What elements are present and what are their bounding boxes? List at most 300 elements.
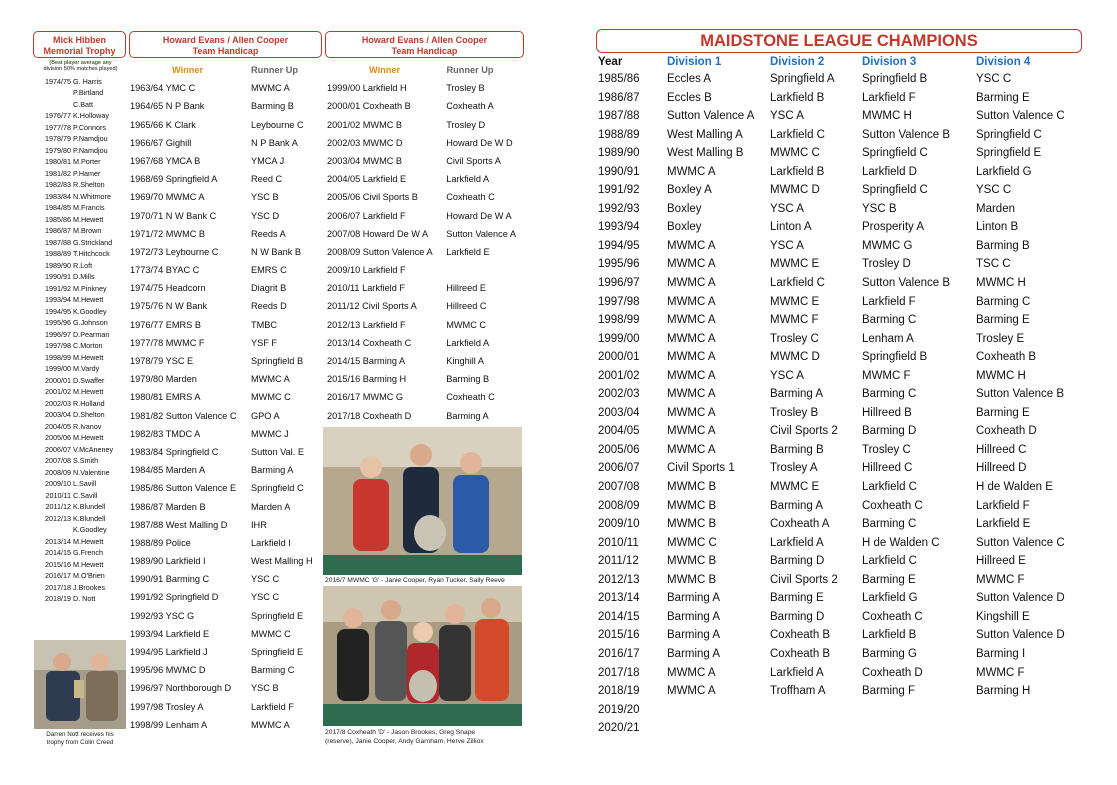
champions-row (598, 608, 1086, 627)
hibben-row (33, 340, 128, 352)
season: 1989/90 (45, 260, 71, 270)
runner-up-cell: MWMC A (251, 374, 290, 385)
handicap-row (130, 698, 322, 716)
hibben-list (33, 60, 128, 605)
season: 1996/97 (45, 329, 71, 339)
winner-cell: 1983/84 Springfield C (130, 446, 219, 457)
season: 2015/16 (45, 559, 71, 569)
handicap1-title-line1: Howard Evans / Allen Cooper (162, 35, 289, 45)
runner-up-cell: Larkfield A (446, 337, 490, 348)
season: 1977/78 (45, 122, 71, 132)
division-2-champion: YSC A (770, 239, 804, 252)
season-year: 2005/06 (598, 443, 640, 456)
handicap-row (130, 225, 322, 243)
division-4-champion: MWMC F (976, 666, 1025, 679)
hibben-row (33, 547, 128, 559)
hibben-row (33, 455, 128, 467)
winner-cell: 1981/82 Sutton Valence C (130, 410, 237, 421)
winner-cell: 1976/77 EMRS B (130, 319, 201, 330)
season: 1986/87 (45, 226, 71, 236)
division-3-champion: Springfield B (862, 351, 928, 364)
hibben-row (33, 76, 128, 88)
champions-row (598, 385, 1086, 404)
division-2-champion (770, 719, 862, 738)
hibben-row (33, 168, 128, 180)
runner-up-cell: N P Bank A (251, 137, 298, 148)
division-2-champion: Trosley C (770, 332, 819, 345)
runner-up-cell: TMBC (251, 319, 278, 330)
mwmc-g-photo-caption: 2016/7 MWMC 'G' - Janie Cooper, Ryan Tucker, Sally Reeve (325, 577, 505, 584)
handicap-row (327, 116, 527, 134)
runner-up-cell: MWMC A (251, 719, 290, 730)
hibben-row (33, 145, 128, 157)
division-2-champion: Larkfield A (770, 666, 824, 679)
handicap-row (130, 588, 322, 606)
hibben-caption-line2: trophy from Colin Creed (46, 738, 114, 746)
hibben-row (33, 375, 128, 387)
handicap-row (130, 479, 322, 497)
winner-cell: 1979/80 Marden (130, 374, 197, 385)
division-1-champion: MWMC A (667, 295, 716, 308)
runner-up-cell: Leybourne C (251, 119, 304, 130)
hibben-row (33, 237, 128, 249)
runner-up-cell: West Malling H (251, 556, 313, 567)
season-year: 2018/19 (598, 685, 640, 698)
champions-row (598, 107, 1086, 126)
winner-cell: 2005/06 Civil Sports B (327, 192, 418, 203)
season: 2002/03 (45, 398, 71, 408)
hibben-photo-illustration (34, 640, 126, 729)
hibben-row (33, 87, 128, 99)
handicap-row (130, 297, 322, 315)
champions-row (598, 645, 1086, 664)
season-year: 2008/09 (598, 499, 640, 512)
player-name: K.Goodley (73, 306, 107, 316)
season-year: 2012/13 (598, 573, 640, 586)
division-3-champion: Coxheath C (862, 499, 923, 512)
runner-up-cell: N W Bank B (251, 246, 302, 257)
runner-up-cell: Larkfield I (251, 537, 291, 548)
division-2-champion: YSC A (770, 202, 804, 215)
handicap-row (130, 679, 322, 697)
runner-up-cell: Civil Sports A (446, 155, 501, 166)
player-name: K.Blundell (73, 502, 106, 512)
player-name: P.Namdjou (73, 134, 108, 144)
header-division-1: Division 1 (667, 56, 722, 68)
hibben-row (33, 570, 128, 582)
champions-row (598, 664, 1086, 683)
winner-cell: 1964/65 N P Bank (130, 101, 205, 112)
division-1-champion: West Malling A (667, 128, 743, 141)
division-1-champion: MWMC A (667, 425, 716, 438)
season: 1984/85 (45, 203, 71, 213)
season: 2008/09 (45, 467, 71, 477)
hibben-caption-line1: Darren Nott receives his (46, 731, 114, 738)
champions-row (598, 478, 1086, 497)
division-3-champion: MWMC G (862, 239, 913, 252)
champions-row (598, 552, 1086, 571)
division-3-champion: MWMC F (862, 369, 911, 382)
season: 1982/83 (45, 180, 71, 190)
winner-cell: 2016/17 MWMC G (327, 392, 404, 403)
champions-row (598, 626, 1086, 645)
hibben-row (33, 294, 128, 306)
hibben-row (33, 248, 128, 260)
handicap2-table (327, 61, 527, 443)
division-1-champion: MWMC A (667, 277, 716, 290)
division-3-champion: MWMC H (862, 110, 912, 123)
winner-cell: 2002/03 MWMC D (327, 137, 403, 148)
division-4-champion: MWMC H (976, 277, 1026, 290)
division-1-champion: MWMC A (667, 666, 716, 679)
division-4-champion: Sutton Valence C (976, 536, 1065, 549)
player-name: D. Nott (73, 594, 96, 604)
division-4-champion: Barming E (976, 314, 1030, 327)
division-2-champion: MWMC E (770, 481, 820, 494)
player-name: K.Holloway (73, 111, 109, 121)
player-name: M.Francis (73, 203, 105, 213)
player-name: M.Hewett (73, 214, 104, 224)
winner-cell: 1965/66 K Clark (130, 119, 196, 130)
hibben-row (33, 122, 128, 134)
player-name: M.Hewett (73, 536, 104, 546)
champions-row (598, 163, 1086, 182)
hibben-row (33, 409, 128, 421)
division-3-champion: YSC B (862, 202, 897, 215)
runner-up-cell: Sutton Val. E (251, 446, 304, 457)
coxheath-d-team-photo (323, 586, 522, 726)
handicap-row (130, 279, 322, 297)
division-1-champion: MWMC A (667, 351, 716, 364)
division-4-champion: TSC C (976, 258, 1011, 271)
champions-row (598, 701, 1086, 720)
season-year: 1990/91 (598, 165, 640, 178)
handicap1-winner-label: Winner (172, 65, 204, 75)
division-3-champion: Barming E (862, 573, 916, 586)
handicap-row (130, 134, 322, 152)
champions-row (598, 404, 1086, 423)
champions-row (598, 422, 1086, 441)
division-1-champion: Civil Sports 1 (667, 462, 735, 475)
season-year: 1985/86 (598, 73, 640, 85)
hibben-row (33, 363, 128, 375)
runner-up-cell (446, 261, 527, 279)
handicap-row (327, 279, 527, 297)
division-4-champion: Barming B (976, 239, 1030, 252)
champions-row (598, 70, 1086, 89)
winner-cell: 1998/99 Lenham A (130, 719, 208, 730)
division-2-champion: Barming A (770, 499, 824, 512)
handicap-row (130, 570, 322, 588)
season-year: 2009/10 (598, 518, 640, 531)
handicap-row (130, 243, 322, 261)
hibben-row (33, 260, 128, 272)
player-name: M.Hewett (73, 352, 104, 362)
champions-row (598, 441, 1086, 460)
division-3-champion: Lenham A (862, 332, 914, 345)
player-name: G. Harris (73, 76, 102, 86)
player-name: R.Holland (73, 398, 105, 408)
runner-up-cell: MWMC A (251, 83, 290, 94)
hibben-row (33, 501, 128, 513)
division-4-champion: Hillreed E (976, 555, 1026, 568)
champions-table (598, 54, 1086, 738)
runner-up-cell: Barming C (251, 665, 295, 676)
winner-cell: 2003/04 MWMC B (327, 155, 403, 166)
runner-up-cell: YSC B (251, 683, 279, 694)
winner-cell: 1985/86 Sutton Valence E (130, 483, 237, 494)
season: 2017/18 (45, 582, 71, 592)
season-year: 2000/01 (598, 351, 640, 364)
player-name: C.Morton (73, 341, 103, 351)
season: 1991/92 (45, 283, 71, 293)
season: 1993/94 (45, 295, 71, 305)
champions-row (598, 367, 1086, 386)
handicap2-rows (327, 79, 527, 443)
runner-up-cell: Sutton Valence A (446, 228, 517, 239)
division-2-champion: Civil Sports 2 (770, 573, 838, 586)
champions-row (598, 571, 1086, 590)
runner-up-cell: GPO A (251, 410, 280, 421)
division-4-champion: Hillreed D (976, 462, 1027, 475)
header-division-4: Division 4 (976, 56, 1031, 68)
coxheath-d-photo-caption (325, 729, 525, 746)
runner-up-cell: Reeds D (251, 301, 287, 312)
champions-row (598, 515, 1086, 534)
winner-cell: 2000/01 Coxheath B (327, 101, 411, 112)
hibben-row (33, 593, 128, 605)
hibben-row (33, 99, 128, 111)
season: 2012/13 (45, 513, 71, 523)
handicap-row (130, 316, 322, 334)
player-name: N.Whitmore (73, 191, 111, 201)
champions-row (598, 200, 1086, 219)
winner-cell: 1980/81 EMRS A (130, 392, 201, 403)
season: 2013/14 (45, 536, 71, 546)
runner-up-cell: Barming B (446, 374, 490, 385)
runner-up-cell: Larkfield F (251, 701, 294, 712)
player-name: M.Vardy (73, 364, 100, 374)
season: 1979/80 (45, 145, 71, 155)
hibben-row (33, 559, 128, 571)
division-4-champion: Sutton Valence D (976, 629, 1065, 642)
season: 2000/01 (45, 375, 71, 385)
season-year: 2019/20 (598, 703, 640, 716)
division-1-champion: Eccles B (667, 91, 712, 104)
season-year: 1993/94 (598, 221, 640, 234)
header-year: Year (598, 56, 623, 68)
division-4-champion (976, 701, 1086, 720)
runner-up-cell: Kinghill A (446, 356, 485, 366)
handicap1-table (130, 61, 322, 734)
season-year: 2011/12 (598, 555, 639, 568)
player-name: K.Blundell (73, 513, 106, 523)
player-name: R.Ivanov (73, 421, 102, 431)
season-year: 1994/95 (598, 239, 640, 252)
handicap-row (130, 170, 322, 188)
hibben-photo-caption (30, 731, 130, 746)
division-3-champion: Trosley C (862, 443, 911, 456)
division-3-champion: Larkfield B (862, 629, 917, 642)
winner-cell: 2009/10 Larkfield F (327, 265, 406, 276)
division-4-champion: Marden (976, 202, 1015, 215)
handicap1-runnerup-label: Runner Up (251, 65, 298, 75)
runner-up-cell: Marden A (251, 501, 291, 512)
handicap-row (130, 352, 322, 370)
division-2-champion: Coxheath A (770, 518, 830, 531)
division-1-champion: MWMC C (667, 536, 717, 549)
division-2-champion: Barming E (770, 592, 824, 605)
hibben-title-line2: Memorial Trophy (43, 46, 116, 56)
season: 2009/10 (45, 479, 71, 489)
hibben-row (33, 110, 128, 122)
champions-row (598, 237, 1086, 256)
handicap-row (327, 388, 527, 406)
player-name: S.Smith (73, 456, 99, 466)
winner-cell: 2006/07 Larkfield F (327, 210, 406, 221)
runner-up-cell: YSC D (251, 210, 280, 221)
division-1-champion: MWMC A (667, 165, 716, 178)
division-1-champion: Barming A (667, 629, 721, 642)
player-name: K.Goodley (73, 525, 107, 535)
handicap-row (130, 661, 322, 679)
winner-cell: 2015/16 Barming H (327, 374, 407, 385)
season-year: 2007/08 (598, 481, 640, 494)
mwmc-g-photo-illustration (323, 427, 522, 575)
season-year: 2016/17 (598, 647, 640, 660)
division-2-champion: Springfield A (770, 73, 835, 85)
player-name: G.Strickland (73, 237, 113, 247)
season-year: 2014/15 (598, 610, 640, 623)
player-name: M.O'Brien (73, 571, 105, 581)
season-year: 1998/99 (598, 314, 640, 327)
winner-cell: 2008/09 Sutton Valence A (327, 246, 433, 257)
hibben-title-box (33, 31, 126, 58)
runner-up-cell: Trosley D (446, 119, 486, 130)
champions-row (598, 330, 1086, 349)
winner-cell: 1963/64 YMC C (130, 83, 196, 94)
division-2-champion: MWMC C (770, 147, 820, 160)
winner-cell: 2011/12 Civil Sports A (327, 301, 417, 312)
winner-cell: 1991/92 Springfield D (130, 592, 219, 603)
division-4-champion: Springfield E (976, 147, 1042, 160)
season (33, 87, 73, 99)
winner-cell: 1975/76 N W Bank (130, 301, 208, 312)
winner-cell: 1986/87 Marden B (130, 501, 206, 512)
division-2-champion: Barming B (770, 443, 824, 456)
division-3-champion: Barming C (862, 314, 917, 327)
winner-cell: 1967/68 YMCA B (130, 155, 201, 166)
division-3-champion: Coxheath C (862, 610, 923, 623)
season-year: 1988/89 (598, 128, 640, 141)
champions-row (598, 89, 1086, 108)
champions-row (598, 682, 1086, 701)
handicap-row (327, 134, 527, 152)
division-4-champion: MWMC F (976, 573, 1025, 586)
season-year: 1999/00 (598, 332, 640, 345)
division-1-champion: MWMC A (667, 406, 716, 419)
division-4-champion: Barming H (976, 685, 1031, 698)
division-2-champion: Larkfield A (770, 536, 824, 549)
division-4-champion: Linton B (976, 221, 1019, 234)
season-year: 1986/87 (598, 91, 640, 104)
runner-up-cell: Barming B (251, 101, 294, 112)
hibben-row (33, 179, 128, 191)
champions-rows (598, 70, 1086, 738)
player-name: M.Hewett (73, 387, 104, 397)
season: 2003/04 (45, 410, 71, 420)
season: 1998/99 (45, 352, 71, 362)
runner-up-cell: MWMC C (251, 392, 291, 403)
winner-cell: 2013/14 Coxheath C (327, 337, 412, 348)
player-name: G.Johnson (73, 318, 108, 328)
champions-row (598, 497, 1086, 516)
division-3-champion: Larkfield C (862, 481, 917, 494)
division-3-champion: Hillreed B (862, 406, 912, 419)
division-4-champion: Sutton Valence B (976, 388, 1065, 401)
hibben-row (33, 191, 128, 203)
division-2-champion: MWMC D (770, 184, 820, 197)
division-4-champion: Kingshill E (976, 610, 1030, 623)
division-4-champion: Barming E (976, 406, 1030, 419)
division-2-champion: Barming A (770, 388, 824, 401)
player-name: M.Hewett (73, 559, 104, 569)
division-1-champion (667, 719, 770, 738)
player-name: G.French (73, 548, 103, 558)
player-name: D.Mills (73, 272, 95, 282)
handicap1-title-line2: Team Handicap (192, 46, 259, 56)
handicap-row (327, 407, 527, 425)
runner-up-cell: Reed C (251, 174, 283, 185)
division-1-champion: MWMC A (667, 443, 716, 456)
division-1-champion: Boxley A (667, 184, 712, 197)
winner-cell: 1994/95 Larkfield J (130, 647, 208, 657)
season (33, 99, 73, 111)
runner-up-cell: Barming A (251, 465, 294, 476)
header-division-2: Division 2 (770, 56, 825, 68)
division-4-champion: MWMC H (976, 369, 1026, 382)
division-2-champion: Larkfield C (770, 128, 825, 141)
winner-cell: 2010/11 Larkfield F (327, 283, 405, 294)
winner-cell: 1978/79 YSC E (130, 356, 194, 366)
division-3-champion: Hillreed C (862, 462, 913, 475)
player-name: C.Savill (73, 490, 98, 500)
player-name: R.Shelton (73, 180, 105, 190)
division-4-champion: Hillreed C (976, 443, 1027, 456)
hibben-note-line1: (Best player average any (49, 60, 112, 66)
division-1-champion: Eccles A (667, 73, 712, 85)
division-4-champion (976, 719, 1086, 738)
division-4-champion: Sutton Valence C (976, 110, 1065, 123)
division-2-champion: MWMC F (770, 314, 819, 327)
division-4-champion: Larkfield E (976, 518, 1031, 531)
hibben-row (33, 225, 128, 237)
season: 1994/95 (45, 306, 71, 316)
winner-cell: 1993/94 Larkfield E (130, 628, 210, 639)
division-1-champion: MWMC A (667, 685, 716, 698)
season-year: 2017/18 (598, 666, 640, 679)
season: 2016/17 (45, 571, 71, 581)
winner-cell: 1992/93 YSC G (130, 610, 195, 621)
season: 1987/88 (45, 237, 71, 247)
division-1-champion: MWMC B (667, 499, 717, 512)
handicap-row (130, 443, 322, 461)
runner-up-cell: YMCA J (251, 155, 285, 166)
season: 2007/08 (45, 456, 71, 466)
handicap-row (327, 297, 527, 315)
winner-cell: 2012/13 Larkfield F (327, 319, 406, 330)
handicap-row (130, 152, 322, 170)
